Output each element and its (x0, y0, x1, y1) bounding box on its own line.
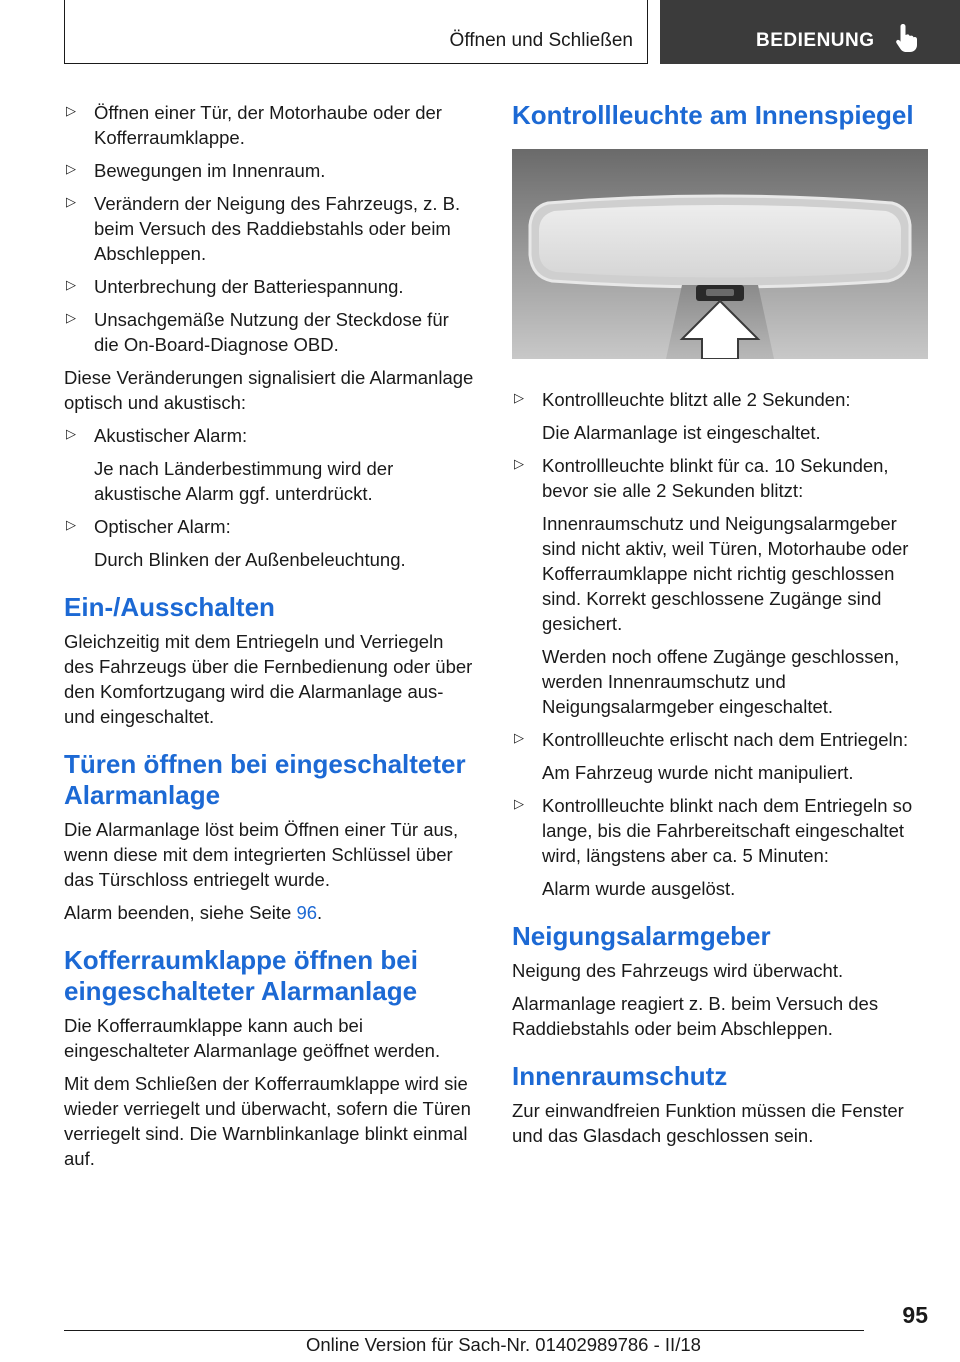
list-item: ▷ Akustischer Alarm: Je nach Länderbestimmung wird der akustische Alarm ggf. unterdrückt. (66, 425, 394, 504)
heading-kofferraumklappe: Kofferraumklappe öffnen bei eingeschalteter Alarmanlage (64, 945, 418, 1006)
triangle-bullet-icon: ▷ (514, 730, 524, 745)
indicator-list (512, 387, 930, 901)
right-column (512, 100, 930, 1156)
heading-kontrollleuchte: Kontrollleuchte am Innenspiegel (512, 100, 914, 130)
footer-divider (64, 1330, 864, 1331)
paragraph-neigung-2: Alarmanlage reagiert z. B. beim Versuch des Raddiebstahls oder beim Abschleppen. (512, 993, 879, 1039)
paragraph-alarm-beenden: Alarm beenden, siehe Seite 96. (64, 902, 323, 923)
triangle-bullet-icon: ▷ (66, 310, 76, 325)
triangle-bullet-icon: ▷ (66, 194, 76, 209)
triangle-bullet-icon: ▷ (514, 390, 524, 405)
alarm-type-list (64, 423, 478, 572)
paragraph-tueren-oeffnen: Die Alarmanlage löst beim Öffnen einer Tür aus, wenn diese mit dem integrierten Schlüssel über das Türschloss entriegelt wurde. (64, 819, 459, 890)
list-item: ▷ Kontrollleuchte erlischt nach dem Entriegeln: Am Fahrzeug wurde nicht manipuliert. (514, 729, 909, 783)
triangle-bullet-icon: ▷ (514, 456, 524, 471)
triangle-bullet-icon: ▷ (66, 277, 76, 292)
page-reference-link[interactable]: 96 (296, 902, 318, 923)
section-label: BEDIENUNG (756, 30, 875, 51)
paragraph-neigung-1: Neigung des Fahrzeugs wird überwacht. (512, 960, 844, 981)
header-chapter-box (64, 0, 648, 64)
triangle-bullet-icon: ▷ (66, 103, 76, 118)
list-item: ▷ Kontrollleuchte blitzt alle 2 Sekunden: Die Alarmanlage ist eingeschaltet. (514, 389, 851, 443)
signal-paragraph: Diese Veränderungen signalisiert die Alarmanlage optisch und akustisch: (64, 367, 474, 413)
pointing-hand-icon (894, 22, 920, 54)
online-version-note: Online Version für Sach-Nr. 01402989786 - II/18 (306, 1334, 701, 1355)
list-item: ▷ Bewegungen im Innenraum. (66, 160, 326, 181)
left-column (64, 100, 478, 1179)
heading-ein-ausschalten: Ein-/Ausschalten (64, 592, 275, 622)
heading-neigungsalarmgeber: Neigungsalarmgeber (512, 921, 771, 951)
list-item: ▷ Kontrollleuchte blinkt nach dem Entriegeln so lange, bis die Fahrbereitschaft eingeschaltet wird, längstens aber ca. 5 Minuten: Alarm wurde ausgelöst. (514, 795, 913, 899)
triangle-bullet-icon: ▷ (66, 517, 76, 532)
list-item: ▷ Kontrollleuchte blinkt für ca. 10 Sekunden, bevor sie alle 2 Sekunden blitzt: Innenraumschutz und Neigungsalarmgeber sind nicht aktiv, weil Türen, Motorhaube oder Kofferraumklappe nicht richtig geschlossen sind. Korrekt geschlossene Zugänge sind gesichert. Werden noch offene Zugänge geschlossen, werden Innenraumschutz und Neigungsalarmgeber eingeschaltet. (514, 455, 909, 717)
list-item: ▷ Unsachgemäße Nutzung der Steckdose für die On-Board-Diagnose OBD. (66, 309, 449, 355)
triangle-bullet-icon: ▷ (514, 796, 524, 811)
rearview-mirror-illustration (512, 149, 928, 359)
list-item: ▷ Öffnen einer Tür, der Motorhaube oder der Kofferraumklappe. (66, 102, 442, 148)
paragraph-ein-ausschalten: Gleichzeitig mit dem Entriegeln und Verriegeln des Fahrzeugs über die Fernbedienung oder über den Komfortzugang wird die Alarmanlage aus- und eingeschaltet. (64, 631, 473, 727)
page-number: 95 (902, 1302, 928, 1328)
paragraph-innenraumschutz: Zur einwandfreien Funktion müssen die Fenster und das Glasdach geschlossen sein. (512, 1100, 904, 1146)
paragraph-kofferraum-1: Die Kofferraumklappe kann auch bei eingeschalteter Alarmanlage geöffnet werden. (64, 1015, 441, 1061)
triangle-bullet-icon: ▷ (66, 426, 76, 441)
paragraph-kofferraum-2: Mit dem Schließen der Kofferraumklappe wird sie wieder verriegelt und überwacht, sofern die Türen verriegelt sind. Die Warnblinkanlage blinkt einmal auf. (64, 1073, 471, 1169)
trigger-list (64, 100, 478, 357)
header-section-tab (660, 0, 960, 64)
heading-tueren-oeffnen: Türen öffnen bei eingeschalteter Alarmanlage (64, 749, 466, 810)
chapter-title: Öffnen und Schließen (449, 30, 633, 51)
triangle-bullet-icon: ▷ (66, 161, 76, 176)
heading-innenraumschutz: Innenraumschutz (512, 1061, 728, 1091)
list-item: ▷ Optischer Alarm: Durch Blinken der Außenbeleuchtung. (66, 516, 406, 570)
list-item: ▷ Unterbrechung der Batteriespannung. (66, 276, 404, 297)
list-item: ▷ Verändern der Neigung des Fahrzeugs, z. B. beim Versuch des Raddiebstahls oder beim Abschleppen. (66, 193, 461, 264)
